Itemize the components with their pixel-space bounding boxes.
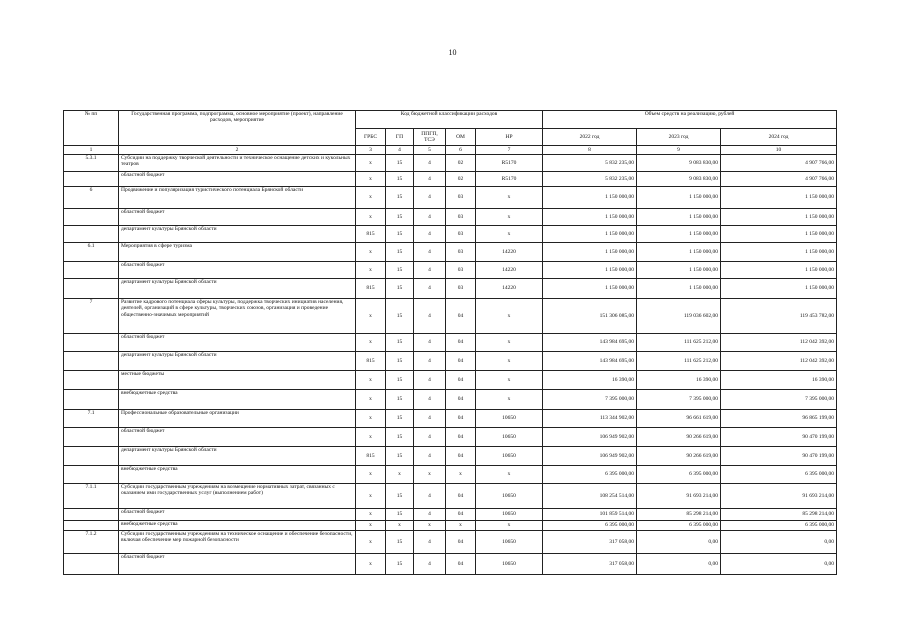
grbs-cell: х	[356, 299, 386, 334]
header-ppgp: ППГП, ТСЭ	[414, 129, 446, 146]
gp-cell: 15	[386, 390, 414, 410]
amount-2022-cell: 5 832 235,00	[543, 155, 637, 172]
amount-2023-cell: 1 150 000,00	[637, 262, 721, 279]
header-volume: Объем средств на реализацию, рублей	[543, 111, 837, 129]
nr-cell: х	[476, 352, 543, 371]
table-row	[64, 410, 837, 428]
table-row	[64, 509, 837, 521]
row-number-cell	[64, 209, 119, 226]
amount-2023-cell: 0,00	[637, 554, 721, 575]
amount-2024-cell: 90 470 199,00	[721, 447, 837, 466]
om-cell: 02	[446, 155, 476, 172]
row-number-cell	[64, 466, 119, 484]
om-cell: 04	[446, 371, 476, 390]
table-row	[64, 428, 837, 447]
amount-2023-cell: 85 298 214,00	[637, 509, 721, 521]
ppgp-cell: 4	[414, 352, 446, 371]
gp-cell: 15	[386, 428, 414, 447]
amount-2022-cell: 143 984 695,00	[543, 352, 637, 371]
om-cell: 03	[446, 226, 476, 243]
amount-2023-cell: 6 395 000,00	[637, 521, 721, 531]
row-number-cell	[64, 390, 119, 410]
nr-cell: 14220	[476, 262, 543, 279]
table-row	[64, 352, 837, 371]
ppgp-cell: 4	[414, 447, 446, 466]
row-number-cell: 6	[64, 187, 119, 209]
amount-2022-cell: 6 395 000,00	[543, 466, 637, 484]
program-name-cell: областной бюджет	[119, 172, 356, 187]
nr-cell: 14220	[476, 243, 543, 262]
grbs-cell: х	[356, 531, 386, 554]
nr-cell: 10650	[476, 554, 543, 575]
table-row	[64, 279, 837, 299]
program-name-cell: Субсидии государственным учреждениям на возмещение нормативных затрат, связанных с оказанием ими государственных услуг (выполнением работ)	[119, 484, 356, 509]
row-number-cell	[64, 262, 119, 279]
om-cell: 04	[446, 390, 476, 410]
page-number: 10	[448, 48, 457, 57]
amount-2024-cell: 119 453 782,00	[721, 299, 837, 334]
table-row	[64, 187, 837, 209]
table-row	[64, 299, 837, 334]
amount-2024-cell: 4 907 766,00	[721, 155, 837, 172]
nr-cell: х	[476, 226, 543, 243]
column-index: 7	[476, 146, 543, 155]
om-cell: 04	[446, 352, 476, 371]
table-body	[64, 155, 837, 575]
row-number-cell	[64, 554, 119, 575]
amount-2022-cell: 106 949 902,00	[543, 428, 637, 447]
row-number-cell	[64, 428, 119, 447]
column-index: 1	[64, 146, 119, 155]
amount-2022-cell: 1 150 000,00	[543, 279, 637, 299]
row-number-cell	[64, 352, 119, 371]
header-year-2022: 2022 год	[543, 129, 637, 146]
amount-2022-cell: 143 984 695,00	[543, 334, 637, 352]
om-cell: 02	[446, 172, 476, 187]
gp-cell: 15	[386, 334, 414, 352]
amount-2022-cell: 1 150 000,00	[543, 209, 637, 226]
amount-2024-cell: 7 395 000,00	[721, 390, 837, 410]
amount-2024-cell: 85 298 214,00	[721, 509, 837, 521]
row-number-cell	[64, 447, 119, 466]
row-number-cell: 7.1.2	[64, 531, 119, 554]
amount-2023-cell: 91 693 214,00	[637, 484, 721, 509]
program-name-cell: областной бюджет	[119, 554, 356, 575]
ppgp-cell: 4	[414, 371, 446, 390]
ppgp-cell: 4	[414, 187, 446, 209]
gp-cell: 15	[386, 226, 414, 243]
table-row	[64, 334, 837, 352]
gp-cell: 15	[386, 279, 414, 299]
grbs-cell: х	[356, 521, 386, 531]
amount-2023-cell: 6 395 000,00	[637, 466, 721, 484]
amount-2023-cell: 96 661 619,00	[637, 410, 721, 428]
om-cell: 03	[446, 262, 476, 279]
program-name-cell: внебюджетные средства	[119, 390, 356, 410]
table-row	[64, 262, 837, 279]
nr-cell: 10650	[476, 410, 543, 428]
om-cell: х	[446, 466, 476, 484]
gp-cell: 15	[386, 262, 414, 279]
ppgp-cell: 4	[414, 410, 446, 428]
amount-2022-cell: 5 832 235,00	[543, 172, 637, 187]
nr-cell: х	[476, 390, 543, 410]
nr-cell: х	[476, 521, 543, 531]
gp-cell: 15	[386, 531, 414, 554]
column-index-row	[64, 146, 837, 155]
table-row	[64, 554, 837, 575]
table-row	[64, 155, 837, 172]
amount-2024-cell: 90 470 199,00	[721, 428, 837, 447]
ppgp-cell: 4	[414, 509, 446, 521]
row-number-cell: 7	[64, 299, 119, 334]
table-row	[64, 447, 837, 466]
gp-cell: 15	[386, 209, 414, 226]
nr-cell: 14220	[476, 279, 543, 299]
grbs-cell: х	[356, 155, 386, 172]
gp-cell: 15	[386, 172, 414, 187]
ppgp-cell: 4	[414, 226, 446, 243]
amount-2022-cell: 7 395 000,00	[543, 390, 637, 410]
om-cell: 03	[446, 243, 476, 262]
column-index: 2	[119, 146, 356, 155]
amount-2024-cell: 0,00	[721, 554, 837, 575]
amount-2023-cell: 90 266 619,00	[637, 428, 721, 447]
gp-cell: 15	[386, 371, 414, 390]
grbs-cell: х	[356, 187, 386, 209]
amount-2024-cell: 1 150 000,00	[721, 226, 837, 243]
amount-2022-cell: 108 254 514,00	[543, 484, 637, 509]
column-index: 10	[721, 146, 837, 155]
ppgp-cell: 4	[414, 299, 446, 334]
amount-2023-cell: 1 150 000,00	[637, 226, 721, 243]
row-number-cell	[64, 521, 119, 531]
om-cell: 03	[446, 187, 476, 209]
om-cell: 04	[446, 509, 476, 521]
om-cell: 04	[446, 410, 476, 428]
grbs-cell: х	[356, 554, 386, 575]
grbs-cell: х	[356, 371, 386, 390]
grbs-cell: х	[356, 509, 386, 521]
amount-2022-cell: 317 058,00	[543, 554, 637, 575]
grbs-cell: х	[356, 262, 386, 279]
row-number-cell: 6.1	[64, 243, 119, 262]
amount-2022-cell: 317 058,00	[543, 531, 637, 554]
amount-2022-cell: 113 344 902,00	[543, 410, 637, 428]
row-number-cell: 7.1.1	[64, 484, 119, 509]
gp-cell: 15	[386, 447, 414, 466]
header-budget-code: Код бюджетной классификации расходов	[356, 111, 543, 129]
amount-2024-cell: 91 693 214,00	[721, 484, 837, 509]
gp-cell: 15	[386, 187, 414, 209]
program-name-cell: областной бюджет	[119, 209, 356, 226]
column-index: 4	[386, 146, 414, 155]
grbs-cell: х	[356, 243, 386, 262]
program-name-cell: Субсидии на поддержку творческой деятельности и техническое оснащение детских и кукольных театров	[119, 155, 356, 172]
program-name-cell: областной бюджет	[119, 262, 356, 279]
amount-2024-cell: 1 150 000,00	[721, 187, 837, 209]
ppgp-cell: 4	[414, 279, 446, 299]
nr-cell: х	[476, 371, 543, 390]
om-cell: 04	[446, 531, 476, 554]
table-row	[64, 226, 837, 243]
grbs-cell: х	[356, 209, 386, 226]
row-number-cell	[64, 334, 119, 352]
amount-2023-cell: 90 266 619,00	[637, 447, 721, 466]
program-name-cell: Профессиональные образовательные организации	[119, 410, 356, 428]
header-row-number: № пп	[64, 111, 119, 146]
amount-2024-cell: 4 907 766,00	[721, 172, 837, 187]
row-number-cell	[64, 172, 119, 187]
om-cell: х	[446, 521, 476, 531]
nr-cell: 10650	[476, 484, 543, 509]
header-grbs: ГРБС	[356, 129, 386, 146]
grbs-cell: х	[356, 466, 386, 484]
table-row	[64, 172, 837, 187]
grbs-cell: 815	[356, 447, 386, 466]
gp-cell: х	[386, 521, 414, 531]
table-row	[64, 209, 837, 226]
nr-cell: 10650	[476, 509, 543, 521]
program-name-cell: областной бюджет	[119, 334, 356, 352]
amount-2024-cell: 1 150 000,00	[721, 243, 837, 262]
grbs-cell: х	[356, 428, 386, 447]
amount-2023-cell: 7 395 000,00	[637, 390, 721, 410]
ppgp-cell: 4	[414, 484, 446, 509]
nr-cell: 10650	[476, 447, 543, 466]
row-number-cell	[64, 371, 119, 390]
amount-2024-cell: 1 150 000,00	[721, 209, 837, 226]
column-index: 6	[446, 146, 476, 155]
table-row	[64, 521, 837, 531]
program-name-cell: областной бюджет	[119, 509, 356, 521]
table-row	[64, 243, 837, 262]
amount-2024-cell: 112 042 392,00	[721, 352, 837, 371]
amount-2024-cell: 1 150 000,00	[721, 262, 837, 279]
amount-2024-cell: 1 150 000,00	[721, 279, 837, 299]
ppgp-cell: 4	[414, 172, 446, 187]
header-year-2023: 2023 год	[637, 129, 721, 146]
program-name-cell: внебюджетные средства	[119, 521, 356, 531]
grbs-cell: 815	[356, 352, 386, 371]
header-om: ОМ	[446, 129, 476, 146]
om-cell: 04	[446, 428, 476, 447]
amount-2023-cell: 1 150 000,00	[637, 279, 721, 299]
amount-2022-cell: 101 859 514,00	[543, 509, 637, 521]
gp-cell: 15	[386, 410, 414, 428]
amount-2023-cell: 1 150 000,00	[637, 209, 721, 226]
amount-2022-cell: 6 395 000,00	[543, 521, 637, 531]
om-cell: 04	[446, 334, 476, 352]
header-program: Государственная программа, подпрограмма, основное мероприятие (проект), направление расходов, мероприятие	[119, 111, 356, 146]
ppgp-cell: 4	[414, 390, 446, 410]
table-row	[64, 531, 837, 554]
row-number-cell	[64, 226, 119, 243]
amount-2023-cell: 111 625 212,00	[637, 352, 721, 371]
amount-2023-cell: 16 390,00	[637, 371, 721, 390]
gp-cell: 15	[386, 352, 414, 371]
amount-2024-cell: 6 395 000,00	[721, 466, 837, 484]
nr-cell: 10650	[476, 428, 543, 447]
header-nr: НР	[476, 129, 543, 146]
grbs-cell: х	[356, 410, 386, 428]
om-cell: 04	[446, 447, 476, 466]
amount-2022-cell: 106 949 902,00	[543, 447, 637, 466]
grbs-cell: 815	[356, 279, 386, 299]
nr-cell: х	[476, 187, 543, 209]
row-number-cell	[64, 509, 119, 521]
column-index: 8	[543, 146, 637, 155]
table-row	[64, 466, 837, 484]
program-name-cell: Субсидии государственным учреждениям на техническое оснащение и обеспечение безопасности, включая обеспечение мер пожарной безопасности	[119, 531, 356, 554]
program-name-cell: департамент культуры Брянской области	[119, 226, 356, 243]
amount-2022-cell: 151 306 085,00	[543, 299, 637, 334]
grbs-cell: х	[356, 172, 386, 187]
nr-cell: 10650	[476, 531, 543, 554]
amount-2022-cell: 16 390,00	[543, 371, 637, 390]
table-row	[64, 390, 837, 410]
amount-2024-cell: 16 390,00	[721, 371, 837, 390]
om-cell: 04	[446, 299, 476, 334]
table-row	[64, 484, 837, 509]
column-index: 9	[637, 146, 721, 155]
row-number-cell: 5.3.1	[64, 155, 119, 172]
ppgp-cell: 4	[414, 554, 446, 575]
program-name-cell: департамент культуры Брянской области	[119, 447, 356, 466]
amount-2023-cell: 9 083 830,00	[637, 155, 721, 172]
om-cell: 03	[446, 279, 476, 299]
budget-table	[63, 110, 837, 575]
amount-2024-cell: 0,00	[721, 531, 837, 554]
gp-cell: х	[386, 466, 414, 484]
nr-cell: х	[476, 209, 543, 226]
grbs-cell: х	[356, 334, 386, 352]
table-row	[64, 371, 837, 390]
nr-cell: х	[476, 334, 543, 352]
nr-cell: х	[476, 466, 543, 484]
ppgp-cell: 4	[414, 428, 446, 447]
om-cell: 03	[446, 209, 476, 226]
ppgp-cell: 4	[414, 243, 446, 262]
amount-2023-cell: 119 036 602,00	[637, 299, 721, 334]
row-number-cell	[64, 279, 119, 299]
grbs-cell: 815	[356, 226, 386, 243]
gp-cell: 15	[386, 299, 414, 334]
amount-2024-cell: 96 865 199,00	[721, 410, 837, 428]
ppgp-cell: 4	[414, 155, 446, 172]
nr-cell: R5170	[476, 172, 543, 187]
amount-2022-cell: 1 150 000,00	[543, 262, 637, 279]
amount-2022-cell: 1 150 000,00	[543, 187, 637, 209]
row-number-cell: 7.1	[64, 410, 119, 428]
amount-2023-cell: 0,00	[637, 531, 721, 554]
column-index: 3	[356, 146, 386, 155]
program-name-cell: внебюджетные средства	[119, 466, 356, 484]
program-name-cell: Продвижение и популяризация туристического потенциала Брянской области	[119, 187, 356, 209]
gp-cell: 15	[386, 243, 414, 262]
program-name-cell: областной бюджет	[119, 428, 356, 447]
ppgp-cell: х	[414, 521, 446, 531]
amount-2023-cell: 111 625 212,00	[637, 334, 721, 352]
program-name-cell: департамент культуры Брянской области	[119, 279, 356, 299]
gp-cell: 15	[386, 155, 414, 172]
nr-cell: х	[476, 299, 543, 334]
om-cell: 04	[446, 484, 476, 509]
program-name-cell: Развитие кадрового потенциала сферы культуры, поддержка творческих инициатив населения, деятелей, организаций в сфере культуры, творческих союзов, организация и проведение общественно-значимых мероприятий	[119, 299, 356, 334]
column-index: 5	[414, 146, 446, 155]
amount-2023-cell: 1 150 000,00	[637, 187, 721, 209]
gp-cell: 15	[386, 554, 414, 575]
om-cell: 04	[446, 554, 476, 575]
header-year-2024: 2024 год	[721, 129, 837, 146]
amount-2022-cell: 1 150 000,00	[543, 226, 637, 243]
amount-2022-cell: 1 150 000,00	[543, 243, 637, 262]
gp-cell: 15	[386, 484, 414, 509]
nr-cell: R5170	[476, 155, 543, 172]
program-name-cell: Мероприятия в сфере туризма	[119, 243, 356, 262]
amount-2023-cell: 1 150 000,00	[637, 243, 721, 262]
gp-cell: 15	[386, 509, 414, 521]
amount-2024-cell: 112 042 392,00	[721, 334, 837, 352]
grbs-cell: х	[356, 484, 386, 509]
amount-2023-cell: 9 083 830,00	[637, 172, 721, 187]
grbs-cell: х	[356, 390, 386, 410]
ppgp-cell: 4	[414, 531, 446, 554]
header-gp: ГП	[386, 129, 414, 146]
ppgp-cell: х	[414, 466, 446, 484]
ppgp-cell: 4	[414, 209, 446, 226]
program-name-cell: департамент культуры Брянской области	[119, 352, 356, 371]
amount-2024-cell: 6 395 000,00	[721, 521, 837, 531]
ppgp-cell: 4	[414, 262, 446, 279]
program-name-cell: местные бюджеты	[119, 371, 356, 390]
ppgp-cell: 4	[414, 334, 446, 352]
